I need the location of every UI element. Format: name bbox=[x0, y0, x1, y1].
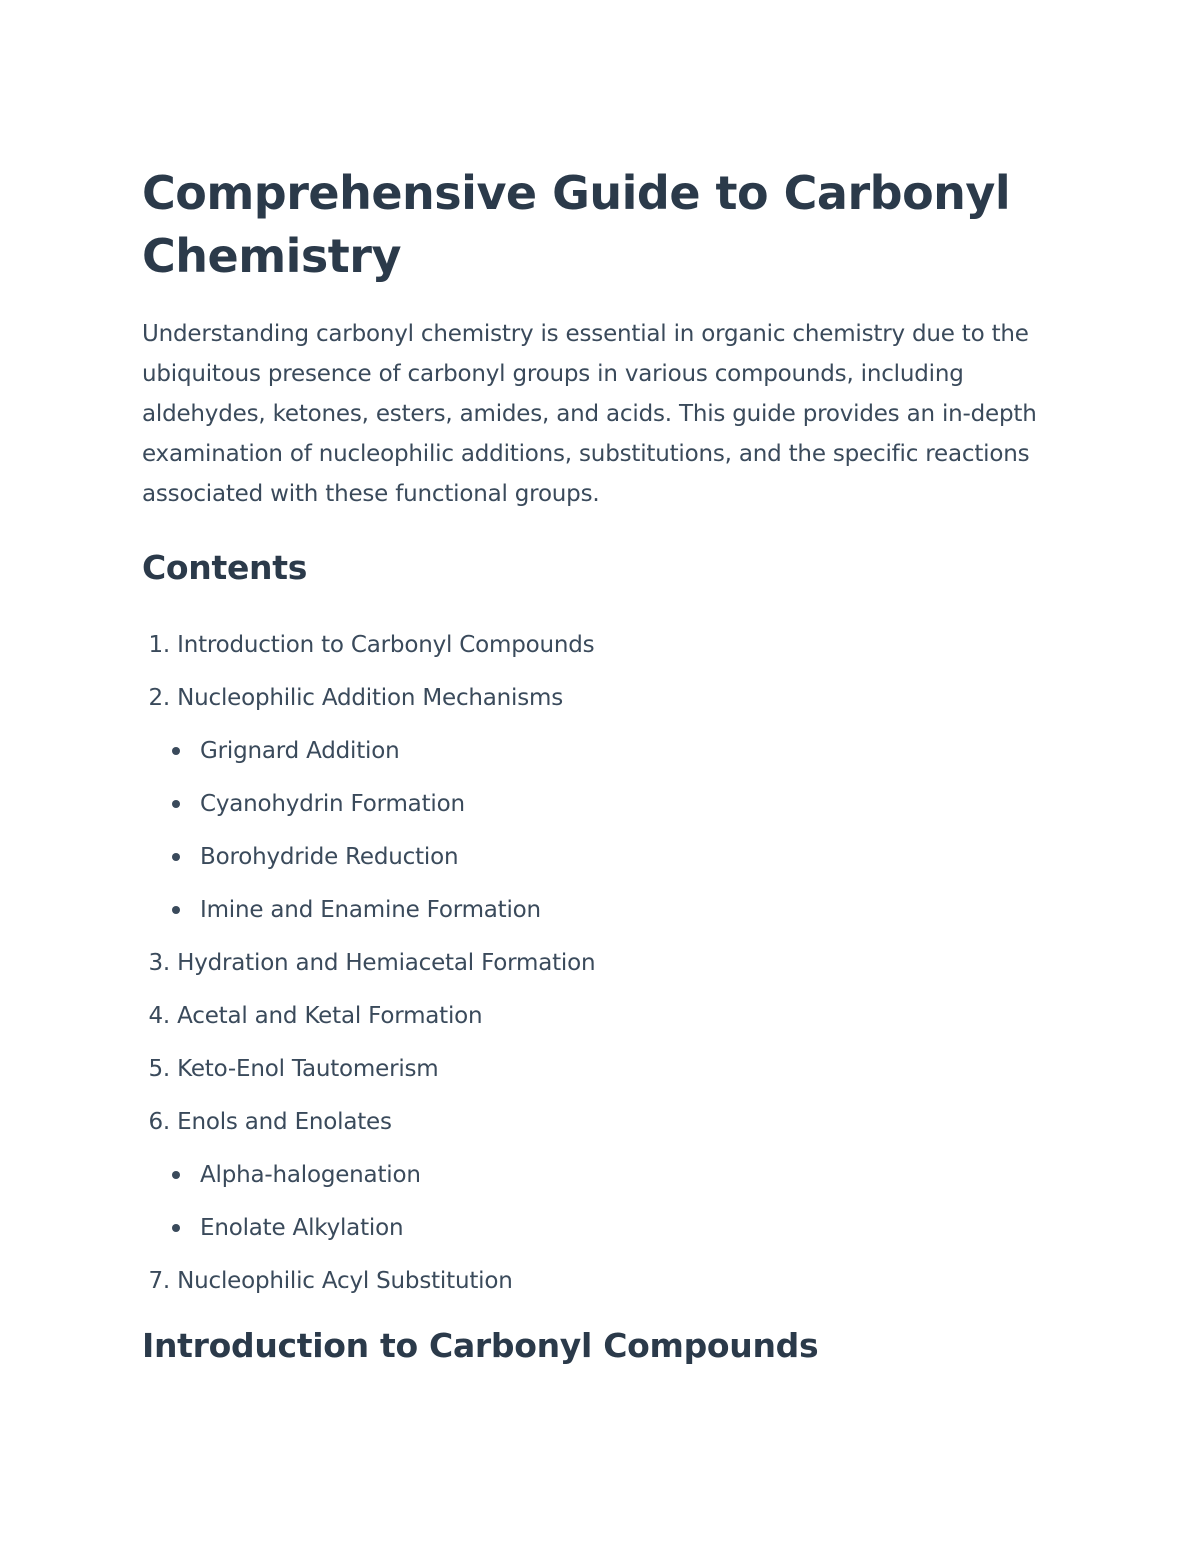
intro-paragraph: Understanding carbonyl chemistry is essential in organic chemistry due to the ubiquitous presence of carbonyl groups in various compounds, including aldehydes, ketones, esters, amides, and acids. This guide provides an in-depth examination of nucleophilic additions, substitutions, and the specific reactions associated with these functional groups. bbox=[142, 321, 1037, 507]
toc-number: 5. bbox=[148, 1056, 170, 1082]
toc-item[interactable] bbox=[142, 1096, 1072, 1255]
toc-subitem[interactable] bbox=[142, 1149, 1072, 1202]
toc-sublist bbox=[142, 1149, 1072, 1255]
toc-subitem[interactable] bbox=[142, 884, 1072, 937]
toc-sublist bbox=[142, 725, 1072, 937]
toc-subitem[interactable] bbox=[142, 725, 1072, 778]
section-heading: Introduction to Carbonyl Compounds bbox=[142, 1326, 819, 1365]
toc-label[interactable]: Keto-Enol Tautomerism bbox=[177, 1056, 439, 1082]
toc-subitem[interactable] bbox=[142, 831, 1072, 884]
toc-label[interactable]: Nucleophilic Addition Mechanisms bbox=[177, 685, 564, 711]
toc-sublabel[interactable]: Alpha-halogenation bbox=[200, 1162, 421, 1188]
toc-number: 1. bbox=[148, 632, 170, 658]
bullet-icon bbox=[172, 1224, 180, 1232]
toc-label[interactable]: Enols and Enolates bbox=[177, 1109, 392, 1135]
toc-subitem[interactable] bbox=[142, 1202, 1072, 1255]
toc-sublabel[interactable]: Imine and Enamine Formation bbox=[200, 897, 541, 923]
bullet-icon bbox=[172, 1171, 180, 1179]
toc-sublabel[interactable]: Borohydride Reduction bbox=[200, 844, 459, 870]
toc-item[interactable] bbox=[142, 672, 1072, 937]
document-title: Comprehensive Guide to Carbonyl Chemistry bbox=[142, 166, 1011, 283]
toc-label[interactable]: Nucleophilic Acyl Substitution bbox=[177, 1268, 513, 1294]
toc-item[interactable] bbox=[142, 1255, 1072, 1308]
toc-item[interactable] bbox=[142, 619, 1072, 672]
contents-heading: Contents bbox=[142, 548, 308, 587]
toc-item[interactable] bbox=[142, 1043, 1072, 1096]
toc-label[interactable]: Acetal and Ketal Formation bbox=[177, 1003, 483, 1029]
toc-number: 3. bbox=[148, 950, 170, 976]
toc-item[interactable] bbox=[142, 990, 1072, 1043]
toc-number: 6. bbox=[148, 1109, 170, 1135]
toc-sublabel[interactable]: Grignard Addition bbox=[200, 738, 400, 764]
toc-number: 4. bbox=[148, 1003, 170, 1029]
toc-subitem[interactable] bbox=[142, 778, 1072, 831]
toc-number: 2. bbox=[148, 685, 170, 711]
toc-item[interactable] bbox=[142, 937, 1072, 990]
toc-label[interactable]: Introduction to Carbonyl Compounds bbox=[177, 632, 595, 658]
bullet-icon bbox=[172, 906, 180, 914]
toc-sublabel[interactable]: Cyanohydrin Formation bbox=[200, 791, 465, 817]
toc-label[interactable]: Hydration and Hemiacetal Formation bbox=[177, 950, 596, 976]
toc-sublabel[interactable]: Enolate Alkylation bbox=[200, 1215, 404, 1241]
document-page bbox=[142, 162, 1072, 1370]
bullet-icon bbox=[172, 747, 180, 755]
toc-number: 7. bbox=[148, 1268, 170, 1294]
table-of-contents bbox=[142, 619, 1072, 1308]
bullet-icon bbox=[172, 800, 180, 808]
bullet-icon bbox=[172, 853, 180, 861]
